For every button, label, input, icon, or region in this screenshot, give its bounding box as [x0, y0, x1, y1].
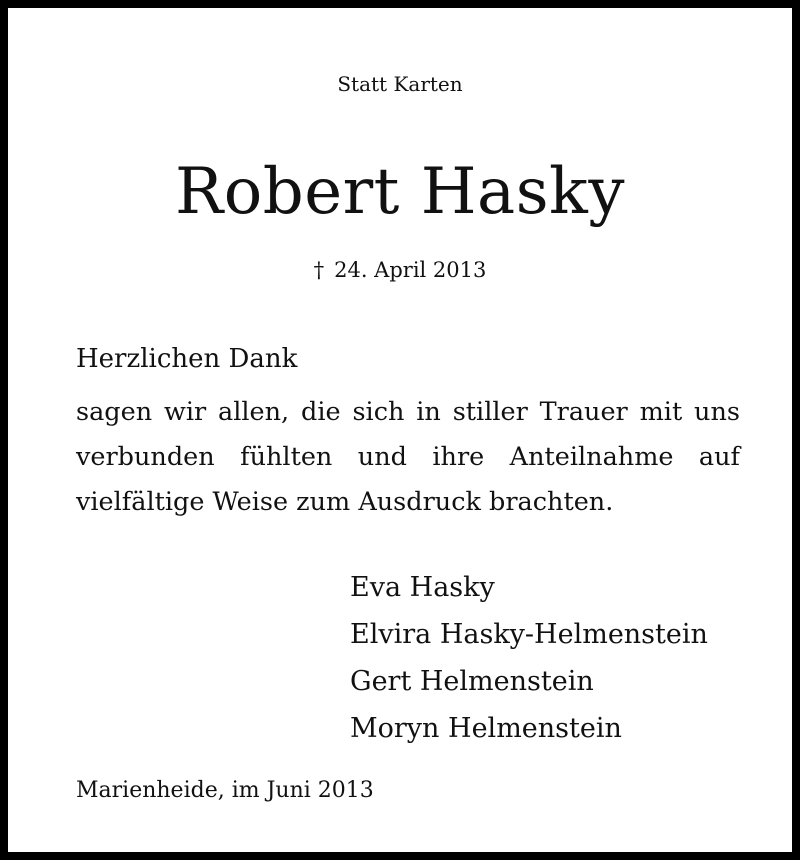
deceased-name: Robert Hasky — [175, 155, 625, 229]
family-member: Gert Helmenstein — [350, 666, 594, 697]
family-member: Eva Hasky — [350, 572, 495, 603]
family-list — [350, 564, 708, 752]
place-date: Marienheide, im Juni 2013 — [76, 778, 374, 803]
dagger-icon: † — [313, 258, 325, 282]
thanks-message: sagen wir allen, die sich in stiller Trauer mit uns verbunden fühlten und ihre Anteilnahme auf vielfältige Weise zum Ausdruck brachten. — [76, 397, 740, 517]
thanks-title: Herzlichen Dank — [76, 344, 298, 374]
family-member: Moryn Helmenstein — [350, 713, 622, 744]
death-line — [8, 258, 792, 282]
header-text: Statt Karten — [337, 72, 463, 96]
family-member: Elvira Hasky-Helmenstein — [350, 619, 708, 650]
death-date: 24. April 2013 — [334, 258, 487, 282]
